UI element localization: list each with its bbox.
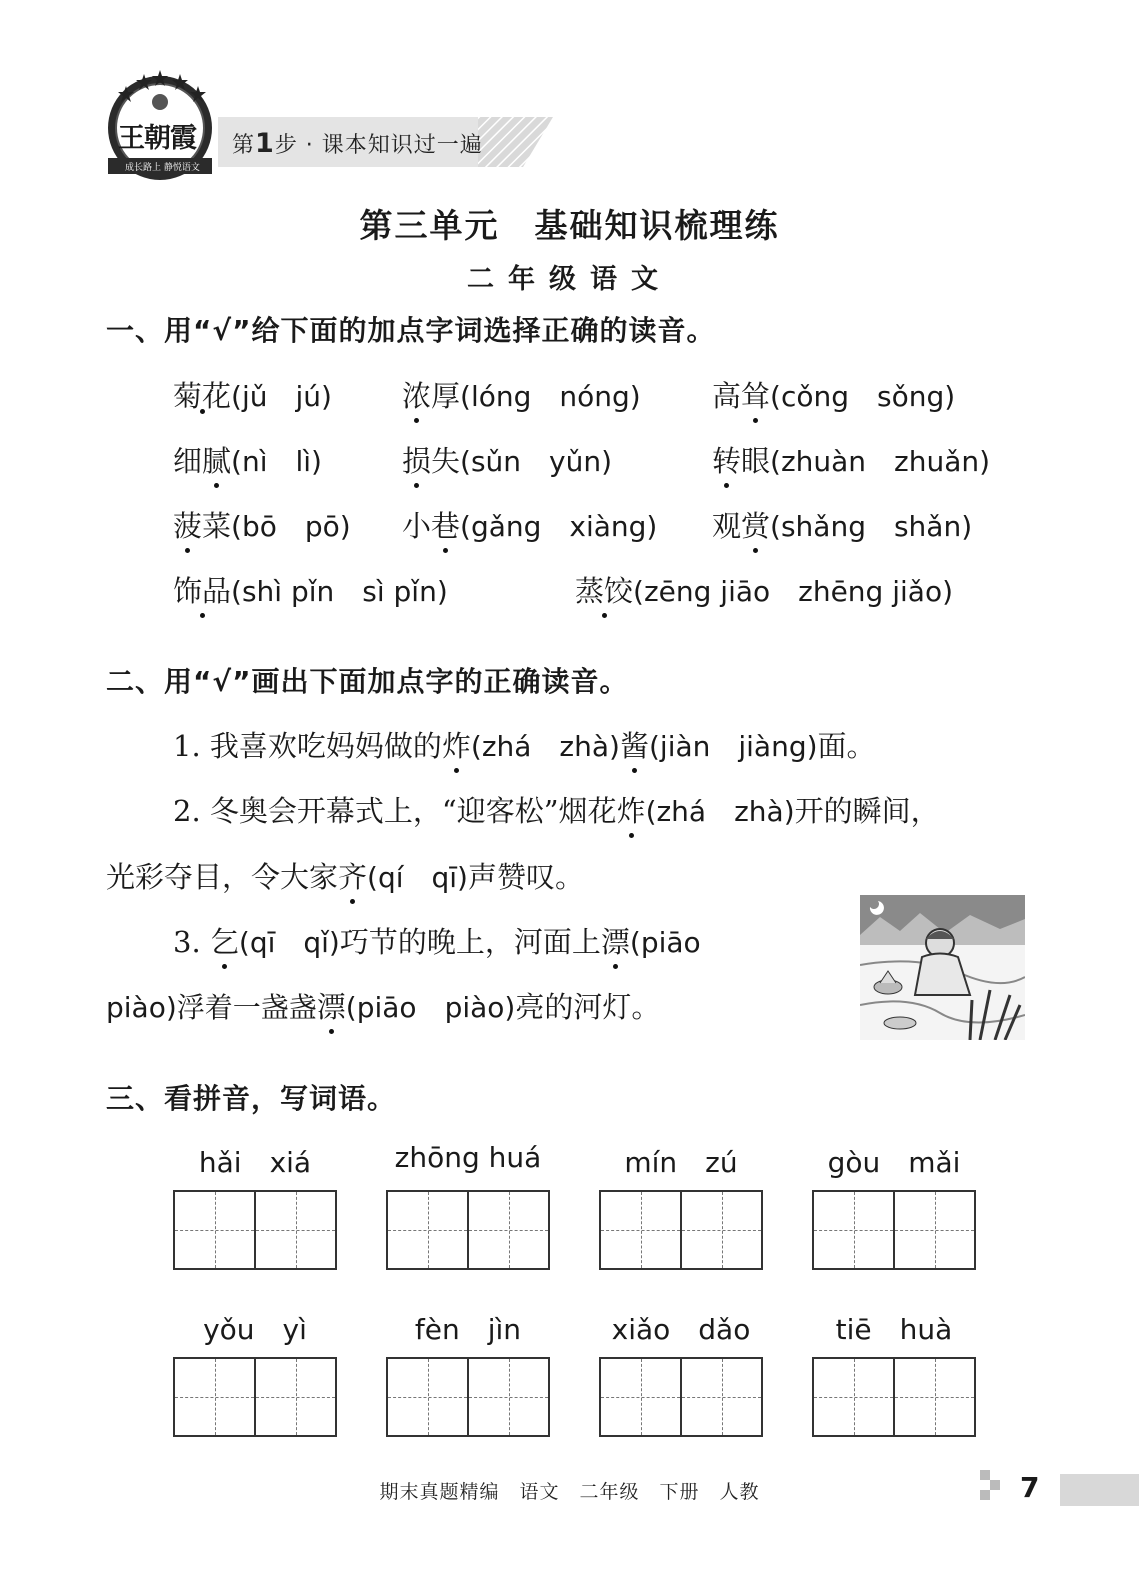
sentence-3-cont: piào)浮着一盏盏漂(piāo piào)亮的河灯。	[106, 985, 660, 1026]
word-choice-item: 蒸饺(zēng jiāo zhēng jiǎo)	[575, 569, 953, 610]
writing-cell[interactable]	[814, 1192, 893, 1268]
section-3-heading: 三、看拼音，写词语。	[106, 1082, 397, 1115]
word-choice-item: 高耸(cǒng sǒng)	[712, 374, 955, 415]
page-number: 7	[1020, 1471, 1040, 1504]
word-choice-item: 菠菜(bō pō)	[173, 504, 351, 545]
writing-cell[interactable]	[175, 1359, 254, 1435]
writing-cell[interactable]	[175, 1192, 254, 1268]
sentence-1: 1. 我喜欢吃妈妈做的炸(zhá zhà)酱(jiàn jiàng)面。	[173, 724, 876, 765]
writing-grid[interactable]	[173, 1190, 337, 1270]
logo-ribbon: 成长路上 静悦语文	[125, 163, 200, 173]
pinyin-prompt: gòu mǎi	[827, 1146, 961, 1179]
word-choice-item: 小巷(gǎng xiàng)	[402, 504, 657, 545]
writing-cell[interactable]	[254, 1192, 335, 1268]
sentence-2-cont: 光彩夺目，令大家齐(qí qī)声赞叹。	[106, 855, 584, 896]
pinyin-prompt: yǒu yì	[203, 1313, 307, 1346]
pinyin-prompt: zhōng huá	[394, 1141, 542, 1174]
pinyin-prompt: hǎi xiá	[198, 1146, 312, 1179]
page-subtitle: 二年级语文	[467, 264, 672, 295]
pinyin-prompt: xiǎo dǎo	[611, 1313, 751, 1346]
section-1-heading: 一、用“√”给下面的加点字词选择正确的读音。	[106, 314, 716, 347]
pinyin-prompt: fèn jìn	[414, 1313, 522, 1346]
section-2-heading: 二、用“√”画出下面加点字的正确读音。	[106, 665, 629, 698]
step-label: 第1步 · 课本知识过一遍	[232, 128, 483, 159]
writing-cell[interactable]	[814, 1359, 893, 1435]
writing-grid[interactable]	[812, 1357, 976, 1437]
writing-cell[interactable]	[893, 1359, 974, 1435]
sentence-3: 3. 乞(qī qǐ)巧节的晚上，河面上漂(piāo	[173, 920, 701, 961]
writing-grid[interactable]	[173, 1357, 337, 1437]
word-choice-item: 浓厚(lóng nóng)	[402, 374, 641, 415]
writing-cell[interactable]	[467, 1359, 548, 1435]
writing-cell[interactable]	[388, 1359, 467, 1435]
writing-cell[interactable]	[467, 1192, 548, 1268]
writing-grid[interactable]	[386, 1190, 550, 1270]
writing-cell[interactable]	[388, 1192, 467, 1268]
word-choice-item: 细腻(nì lì)	[173, 439, 322, 480]
logo-text: 王朝霞	[118, 123, 196, 154]
footer-text: 期末真题精编 语文 二年级 下册 人教	[379, 1481, 760, 1503]
page-number-box	[980, 1470, 1139, 1510]
writing-grid[interactable]	[599, 1357, 763, 1437]
writing-cell[interactable]	[254, 1359, 335, 1435]
pinyin-prompt: tiē huà	[835, 1313, 953, 1346]
pinyin-prompt: mín zú	[624, 1146, 738, 1179]
writing-cell[interactable]	[680, 1359, 761, 1435]
word-choice-item: 菊花(jǔ jú)	[173, 379, 332, 413]
lantern-festival-illustration	[860, 895, 1025, 1040]
writing-cell[interactable]	[601, 1192, 680, 1268]
writing-cell[interactable]	[893, 1192, 974, 1268]
sentence-2: 2. 冬奥会开幕式上，“迎客松”烟花炸(zhá zhà)开的瞬间，	[173, 789, 940, 830]
writing-cell[interactable]	[601, 1359, 680, 1435]
word-choice-item: 饰品(shì pǐn sì pǐn)	[173, 569, 448, 610]
word-choice-item: 观赏(shǎng shǎn)	[712, 504, 972, 545]
writing-cell[interactable]	[680, 1192, 761, 1268]
page-title: 第三单元 基础知识梳理练	[359, 206, 780, 245]
writing-grid[interactable]	[386, 1357, 550, 1437]
word-choice-item: 转眼(zhuàn zhuǎn)	[712, 439, 990, 480]
writing-grid[interactable]	[812, 1190, 976, 1270]
word-choice-item: 损失(sǔn yǔn)	[402, 439, 612, 480]
writing-grid[interactable]	[599, 1190, 763, 1270]
